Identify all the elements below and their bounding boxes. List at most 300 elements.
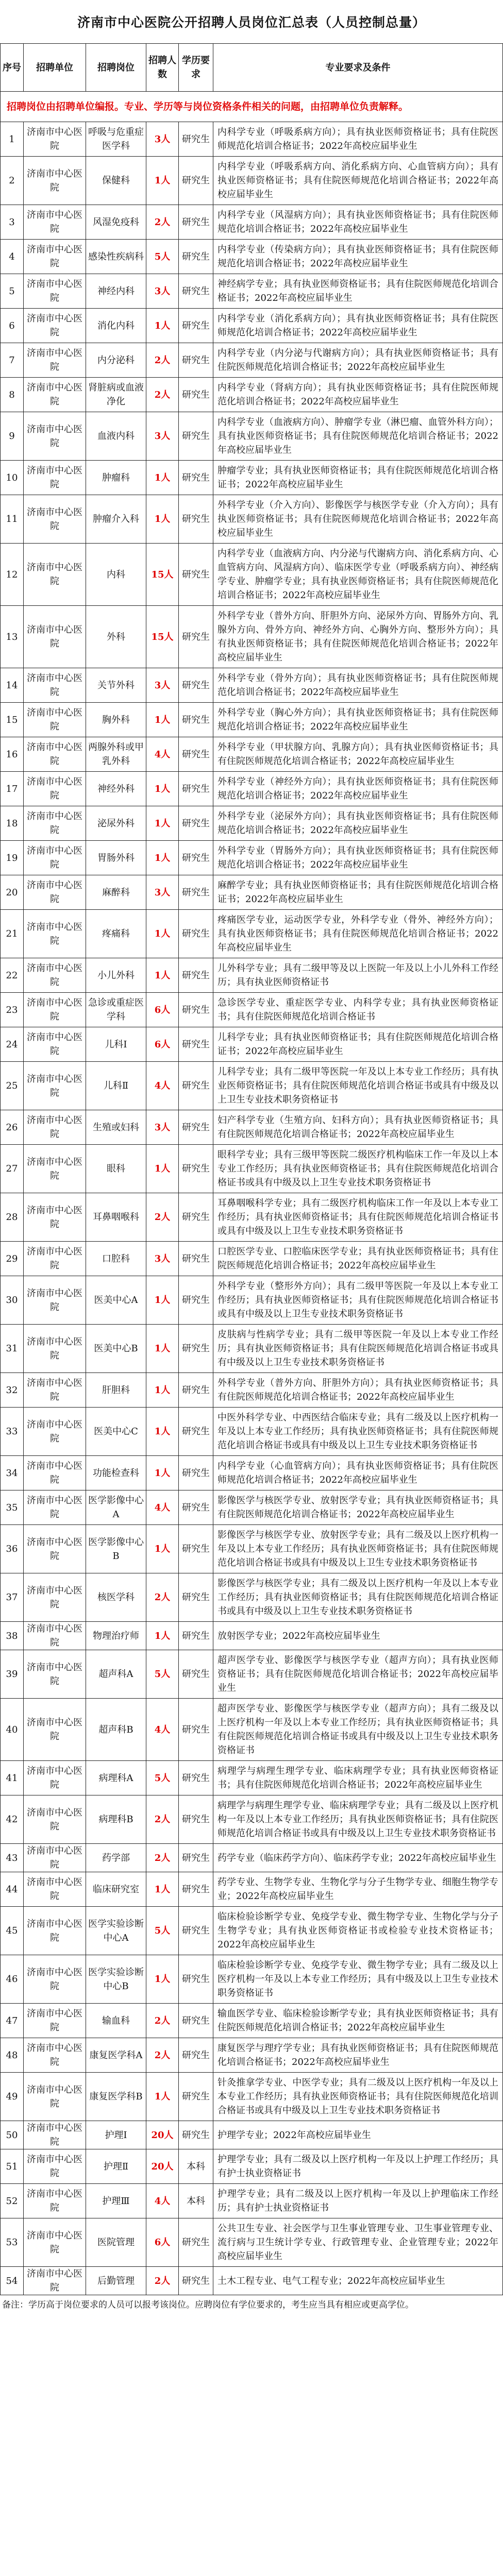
row-num: 1人	[146, 703, 179, 737]
row-num: 2人	[146, 378, 179, 412]
table-row	[1, 1027, 503, 1062]
row-no: 13	[1, 606, 24, 668]
row-unit: 济南市中心医院	[24, 1622, 86, 1650]
row-no: 1	[1, 122, 24, 157]
row-num: 4人	[146, 2184, 179, 2218]
row-edu: 研究生	[179, 2038, 213, 2073]
row-no: 34	[1, 1456, 24, 1490]
row-num: 4人	[146, 1490, 179, 1525]
row-post: 胸外科	[86, 703, 146, 737]
row-req: 护理学专业；2022年高校应届毕业生	[213, 2121, 503, 2149]
row-post: 肝胆科	[86, 1373, 146, 1408]
row-req: 放射医学专业；2022年高校应届毕业生	[213, 1622, 503, 1650]
row-req: 内科学专业（呼吸系病方向、消化系病方向、心血管病方向）；具有执业医师资格证书；具有住院医师规范化培训合格证书；2022年高校应届毕业生	[213, 157, 503, 205]
row-req: 康复医学与理疗学专业；具有执业医师资格证书；具有住院医师规范化培训合格证书；2022年高校应届毕业生	[213, 2038, 503, 2073]
row-req: 内科学专业（肾病方向）；具有执业医师资格证书；具有住院医师规范化培训合格证书；2022年高校应届毕业生	[213, 378, 503, 412]
row-req: 儿科学专业；具有二级甲等医院一年及以上本专业工作经历；具有执业医师资格证书；具有住院医师规范化培训合格证书或具有中级及以上卫生专业技术职务资格证书	[213, 1062, 503, 1110]
row-post: 胃肠外科	[86, 841, 146, 875]
table-row	[1, 1145, 503, 1193]
row-unit: 济南市中心医院	[24, 1276, 86, 1325]
row-no: 27	[1, 1145, 24, 1193]
row-req: 内科学专业（传染病方向）；具有执业医师资格证书；具有住院医师规范化培训合格证书；2022年高校应届毕业生	[213, 240, 503, 274]
row-edu: 研究生	[179, 1456, 213, 1490]
row-post: 康复医学科B	[86, 2073, 146, 2121]
row-no: 39	[1, 1650, 24, 1699]
row-req: 超声医学专业、影像医学与核医学专业（超声方向）；具有执业医师资格证书；具有住院医师规范化培训合格证书；2022年高校应届毕业生	[213, 1650, 503, 1699]
table-row	[1, 2038, 503, 2073]
row-req: 护理学专业；具有二级及以上医疗机构一年及以上护理临床工作经历；具有护士执业资格证书	[213, 2184, 503, 2218]
row-post: 护理Ⅱ	[86, 2149, 146, 2184]
row-num: 5人	[146, 1761, 179, 1795]
table-row	[1, 2267, 503, 2295]
row-num: 5人	[146, 1907, 179, 1955]
row-unit: 济南市中心医院	[24, 240, 86, 274]
row-req: 病理学与病理生理学专业、临床病理学专业；具有执业医师资格证书；具有住院医师规范化培训合格证书；2022年高校应届毕业生	[213, 1761, 503, 1795]
row-edu: 研究生	[179, 1373, 213, 1408]
row-num: 6人	[146, 993, 179, 1027]
row-edu: 研究生	[179, 1795, 213, 1844]
row-req: 神经病学专业；具有执业医师资格证书；具有住院医师规范化培训合格证书；2022年高校应届毕业生	[213, 274, 503, 309]
table-row	[1, 1062, 503, 1110]
table-row	[1, 122, 503, 157]
row-post: 医学影像中心B	[86, 1525, 146, 1573]
row-edu: 研究生	[179, 2267, 213, 2295]
table-header-row	[1, 44, 503, 92]
row-req: 公共卫生专业、社会医学与卫生事业管理专业、卫生事业管理专业、流行病与卫生统计学专业、行政管理专业、企业管理专业；2022年高校应届毕业生	[213, 2218, 503, 2267]
row-edu: 研究生	[179, 240, 213, 274]
row-num: 15人	[146, 544, 179, 606]
row-no: 54	[1, 2267, 24, 2295]
row-no: 47	[1, 2004, 24, 2038]
row-edu: 研究生	[179, 2121, 213, 2149]
header-post: 招聘岗位	[86, 44, 146, 92]
row-post: 风湿免疫科	[86, 205, 146, 240]
table-row	[1, 703, 503, 737]
row-edu: 研究生	[179, 772, 213, 806]
row-num: 1人	[146, 1276, 179, 1325]
table-row	[1, 1761, 503, 1795]
row-num: 5人	[146, 240, 179, 274]
row-unit: 济南市中心医院	[24, 910, 86, 958]
table-row	[1, 1456, 503, 1490]
table-row	[1, 993, 503, 1027]
table-row	[1, 2073, 503, 2121]
row-edu: 研究生	[179, 1872, 213, 1907]
row-edu: 研究生	[179, 1325, 213, 1373]
row-post: 超声科B	[86, 1699, 146, 1761]
table-row	[1, 806, 503, 841]
row-unit: 济南市中心医院	[24, 1490, 86, 1525]
row-no: 33	[1, 1408, 24, 1456]
row-post: 功能检查科	[86, 1456, 146, 1490]
row-req: 外科学专业（神经外方向）；具有执业医师资格证书；具有住院医师规范化培训合格证书；2022年高校应届毕业生	[213, 772, 503, 806]
row-edu: 研究生	[179, 157, 213, 205]
row-req: 麻醉学专业；具有执业医师资格证书；具有住院医师规范化培训合格证书；2022年高校应届毕业生	[213, 875, 503, 910]
row-unit: 济南市中心医院	[24, 2218, 86, 2267]
table-row	[1, 1573, 503, 1622]
row-post: 生殖或妇科	[86, 1110, 146, 1145]
row-unit: 济南市中心医院	[24, 461, 86, 495]
row-post: 后勤管理	[86, 2267, 146, 2295]
row-unit: 济南市中心医院	[24, 1325, 86, 1373]
row-num: 2人	[146, 1844, 179, 1872]
table-row	[1, 2218, 503, 2267]
row-edu: 研究生	[179, 309, 213, 343]
row-edu: 研究生	[179, 205, 213, 240]
row-no: 53	[1, 2218, 24, 2267]
row-no: 2	[1, 157, 24, 205]
row-req: 影像医学与核医学专业；具有二级及以上医疗机构一年及以上本专业工作经历；具有执业医师资格证书；具有住院医师规范化培训合格证书或具有中级及以上卫生专业技术职务资格证书	[213, 1573, 503, 1622]
table-row	[1, 1490, 503, 1525]
row-unit: 济南市中心医院	[24, 958, 86, 993]
row-num: 1人	[146, 958, 179, 993]
row-post: 儿科Ⅱ	[86, 1062, 146, 1110]
row-edu: 研究生	[179, 1276, 213, 1325]
row-unit: 济南市中心医院	[24, 1242, 86, 1276]
row-num: 3人	[146, 1242, 179, 1276]
row-unit: 济南市中心医院	[24, 1193, 86, 1242]
row-no: 38	[1, 1622, 24, 1650]
row-req: 外科学专业（骨外方向）；具有执业医师资格证书；具有住院医师规范化培训合格证书；2022年高校应届毕业生	[213, 668, 503, 703]
row-unit: 济南市中心医院	[24, 668, 86, 703]
row-unit: 济南市中心医院	[24, 1795, 86, 1844]
row-no: 22	[1, 958, 24, 993]
row-edu: 研究生	[179, 122, 213, 157]
row-edu: 研究生	[179, 544, 213, 606]
row-edu: 研究生	[179, 1525, 213, 1573]
row-unit: 济南市中心医院	[24, 412, 86, 461]
row-req: 外科学专业（普外方向、肝胆外方向、泌尿外方向、胃肠外方向、乳腺外方向、骨外方向、神经外方向、心胸外方向、整形外方向）；具有执业医师资格证书；具有住院医师规范化培训合格证书；2022年高校应届毕业生	[213, 606, 503, 668]
row-no: 21	[1, 910, 24, 958]
row-num: 20人	[146, 2149, 179, 2184]
row-num: 3人	[146, 412, 179, 461]
header-num: 招聘人数	[146, 44, 179, 92]
row-num: 6人	[146, 1027, 179, 1062]
table-row	[1, 1276, 503, 1325]
row-num: 3人	[146, 1110, 179, 1145]
row-unit: 济南市中心医院	[24, 343, 86, 378]
row-num: 4人	[146, 737, 179, 772]
row-edu: 研究生	[179, 668, 213, 703]
row-unit: 济南市中心医院	[24, 2149, 86, 2184]
row-edu: 研究生	[179, 1490, 213, 1525]
row-req: 内科学专业（心血管病方向）；具有执业医师资格证书；具有住院医师规范化培训合格证书；2022年高校应届毕业生	[213, 1456, 503, 1490]
row-unit: 济南市中心医院	[24, 703, 86, 737]
row-edu: 研究生	[179, 606, 213, 668]
row-edu: 研究生	[179, 993, 213, 1027]
row-req: 口腔医学专业、口腔临床医学专业；具有执业医师资格证书；具有住院医师规范化培训合格证书；2022年高校应届毕业生	[213, 1242, 503, 1276]
page-title: 济南市中心医院公开招聘人员岗位汇总表（人员控制总量）	[77, 15, 426, 30]
row-no: 5	[1, 274, 24, 309]
row-post: 护理Ⅲ	[86, 2184, 146, 2218]
row-edu: 研究生	[179, 1110, 213, 1145]
row-no: 45	[1, 1907, 24, 1955]
row-req: 中医外科学专业、中西医结合临床专业；具有二级及以上医疗机构一年及以上本专业工作经历；具有执业医师资格证书；具有住院医师规范化培训合格证书或具有中级及以上卫生专业技术职务资格证书	[213, 1408, 503, 1456]
row-edu: 研究生	[179, 1145, 213, 1193]
row-num: 1人	[146, 1525, 179, 1573]
row-post: 呼吸与危重症医学科	[86, 122, 146, 157]
row-no: 29	[1, 1242, 24, 1276]
row-edu: 研究生	[179, 1193, 213, 1242]
row-unit: 济南市中心医院	[24, 1872, 86, 1907]
row-post: 医学实验诊断中心A	[86, 1907, 146, 1955]
row-no: 19	[1, 841, 24, 875]
row-no: 23	[1, 993, 24, 1027]
row-no: 52	[1, 2184, 24, 2218]
row-post: 儿科Ⅰ	[86, 1027, 146, 1062]
row-unit: 济南市中心医院	[24, 309, 86, 343]
row-no: 4	[1, 240, 24, 274]
row-post: 医美中心A	[86, 1276, 146, 1325]
row-req: 病理学与病理生理学专业、临床病理学专业；具有二级及以上医疗机构一年及以上本专业工作经历；具有执业医师资格证书；具有住院医师规范化培训合格证书或具有中级及以上卫生专业技术职务资格证书	[213, 1795, 503, 1844]
row-req: 外科学专业（胃肠外方向）；具有执业医师资格证书；具有住院医师规范化培训合格证书；2022年高校应届毕业生	[213, 841, 503, 875]
row-no: 16	[1, 737, 24, 772]
row-unit: 济南市中心医院	[24, 1062, 86, 1110]
row-req: 针灸推拿学专业、中医学专业；具有二级及以上医疗机构一年及以上本专业工作经历；具有执业医师资格证书；具有住院医师规范化培训合格证书或具有中级及以上卫生专业技术职务资格证书	[213, 2073, 503, 2121]
table-row	[1, 1844, 503, 1872]
table-row	[1, 668, 503, 703]
row-unit: 济南市中心医院	[24, 1145, 86, 1193]
row-post: 输血科	[86, 2004, 146, 2038]
row-req: 耳鼻咽喉科学专业；具有二级医疗机构临床工作一年及以上本专业工作经历；具有执业医师资格证书；具有住院医师规范化培训合格证书或具有中级及以上卫生专业技术职务资格证书	[213, 1193, 503, 1242]
header-edu: 学历要求	[179, 44, 213, 92]
row-post: 外科	[86, 606, 146, 668]
notice-text: 招聘岗位由招聘单位编报。专业、学历等与岗位资格条件相关的问题，由招聘单位负责解释。	[1, 92, 503, 122]
row-post: 康复医学科A	[86, 2038, 146, 2073]
table-row	[1, 495, 503, 544]
row-num: 2人	[146, 343, 179, 378]
row-no: 50	[1, 2121, 24, 2149]
row-edu: 研究生	[179, 378, 213, 412]
row-num: 1人	[146, 910, 179, 958]
table-row	[1, 737, 503, 772]
row-edu: 研究生	[179, 875, 213, 910]
row-edu: 本科	[179, 2184, 213, 2218]
row-post: 病理科B	[86, 1795, 146, 1844]
row-no: 44	[1, 1872, 24, 1907]
row-edu: 研究生	[179, 1062, 213, 1110]
row-no: 26	[1, 1110, 24, 1145]
row-post: 消化内科	[86, 309, 146, 343]
row-req: 超声医学专业、影像医学与核医学专业（超声方向）；具有二级及以上医疗机构一年及以上本专业工作经历；具有执业医师资格证书；具有住院医师规范化培训合格证书或具有中级及以上卫生专业技术职务资格证书	[213, 1699, 503, 1761]
row-unit: 济南市中心医院	[24, 806, 86, 841]
row-unit: 济南市中心医院	[24, 1699, 86, 1761]
row-req: 儿科学专业；具有执业医师资格证书；具有住院医师规范化培训合格证书；2022年高校应届毕业生	[213, 1027, 503, 1062]
row-post: 口腔科	[86, 1242, 146, 1276]
table-row	[1, 1110, 503, 1145]
row-unit: 济南市中心医院	[24, 2184, 86, 2218]
row-no: 24	[1, 1027, 24, 1062]
row-edu: 研究生	[179, 412, 213, 461]
row-unit: 济南市中心医院	[24, 1456, 86, 1490]
row-req: 内科学专业（风湿病方向）；具有执业医师资格证书；具有住院医师规范化培训合格证书；2022年高校应届毕业生	[213, 205, 503, 240]
row-num: 4人	[146, 1699, 179, 1761]
header-req: 专业要求及条件	[213, 44, 503, 92]
row-num: 4人	[146, 1062, 179, 1110]
row-no: 14	[1, 668, 24, 703]
row-post: 医美中心B	[86, 1325, 146, 1373]
table-row	[1, 544, 503, 606]
row-no: 37	[1, 1573, 24, 1622]
table-row	[1, 240, 503, 274]
row-num: 2人	[146, 1193, 179, 1242]
row-edu: 研究生	[179, 2073, 213, 2121]
row-num: 1人	[146, 2073, 179, 2121]
row-req: 临床检验诊断学专业、免疫学专业、微生物学专业；具有二级及以上医疗机构一年及以上本专业工作经历；具有中级及以上卫生专业技术职务资格证书	[213, 1955, 503, 2004]
row-unit: 济南市中心医院	[24, 378, 86, 412]
row-unit: 济南市中心医院	[24, 2038, 86, 2073]
row-no: 36	[1, 1525, 24, 1573]
row-unit: 济南市中心医院	[24, 1955, 86, 2004]
row-edu: 研究生	[179, 1761, 213, 1795]
row-no: 41	[1, 1761, 24, 1795]
row-req: 急诊医学专业、重症医学专业、内科学专业；具有执业医师资格证书；具有住院医师规范化培训合格证书	[213, 993, 503, 1027]
row-post: 肾脏病或血液净化	[86, 378, 146, 412]
row-no: 51	[1, 2149, 24, 2184]
row-post: 医美中心C	[86, 1408, 146, 1456]
row-num: 1人	[146, 495, 179, 544]
row-req: 输血医学专业、临床检验诊断学专业；具有执业医师资格证书；具有住院医师规范化培训合格证书；2022年高校应届毕业生	[213, 2004, 503, 2038]
table-row	[1, 2004, 503, 2038]
row-post: 关节外科	[86, 668, 146, 703]
row-edu: 研究生	[179, 274, 213, 309]
row-edu: 研究生	[179, 1408, 213, 1456]
table-row	[1, 2149, 503, 2184]
row-post: 眼科	[86, 1145, 146, 1193]
row-num: 2人	[146, 2004, 179, 2038]
row-num: 3人	[146, 875, 179, 910]
row-edu: 研究生	[179, 1955, 213, 2004]
row-edu: 研究生	[179, 495, 213, 544]
row-unit: 济南市中心医院	[24, 544, 86, 606]
row-req: 儿外科学专业；具有二级甲等及以上医院一年及以上小儿外科工作经历；具有执业医师资格证书	[213, 958, 503, 993]
row-edu: 研究生	[179, 958, 213, 993]
table-row	[1, 1242, 503, 1276]
row-edu: 研究生	[179, 1699, 213, 1761]
row-req: 内科学专业（内分泌与代谢病方向）；具有执业医师资格证书；具有住院医师规范化培训合格证书；2022年高校应届毕业生	[213, 343, 503, 378]
row-edu: 研究生	[179, 2218, 213, 2267]
row-unit: 济南市中心医院	[24, 1373, 86, 1408]
table-row	[1, 772, 503, 806]
row-num: 15人	[146, 606, 179, 668]
table-row	[1, 910, 503, 958]
row-post: 药学部	[86, 1844, 146, 1872]
row-edu: 研究生	[179, 1027, 213, 1062]
table-row	[1, 461, 503, 495]
table-row	[1, 412, 503, 461]
row-post: 肿瘤科	[86, 461, 146, 495]
table-row	[1, 378, 503, 412]
row-req: 影像医学与核医学专业、放射医学专业；具有执业医师资格证书；具有住院医师规范化培训合格证书；2022年高校应届毕业生	[213, 1490, 503, 1525]
row-post: 临床研究室	[86, 1872, 146, 1907]
row-post: 物理治疗师	[86, 1622, 146, 1650]
row-num: 1人	[146, 461, 179, 495]
table-row	[1, 1650, 503, 1699]
row-post: 小儿外科	[86, 958, 146, 993]
row-unit: 济南市中心医院	[24, 157, 86, 205]
row-post: 核医学科	[86, 1573, 146, 1622]
row-num: 1人	[146, 806, 179, 841]
row-req: 影像医学与核医学专业、放射医学专业；具有二级及以上医疗机构一年及以上本专业工作经历；具有执业医师资格证书；具有住院医师规范化培训合格证书或具有中级及以上卫生专业技术职务资格证书	[213, 1525, 503, 1573]
row-num: 1人	[146, 1456, 179, 1490]
row-post: 两腺外科或甲乳外科	[86, 737, 146, 772]
row-unit: 济南市中心医院	[24, 1027, 86, 1062]
footnote: 备注：学历高于岗位要求的人员可以报考该岗位。应聘岗位有学位要求的，考生应当具有相应或更高学位。	[2, 2300, 414, 2310]
row-num: 3人	[146, 668, 179, 703]
row-no: 17	[1, 772, 24, 806]
row-post: 护理Ⅰ	[86, 2121, 146, 2149]
row-post: 内科	[86, 544, 146, 606]
row-edu: 研究生	[179, 461, 213, 495]
row-req: 外科学专业（介入方向）、影像医学与核医学专业（介入方向）；具有执业医师资格证书；具有住院医师规范化培训合格证书；2022年高校应届毕业生	[213, 495, 503, 544]
table-row	[1, 1525, 503, 1573]
row-no: 3	[1, 205, 24, 240]
row-req: 外科学专业（甲状腺方向、乳腺方向）；具有执业医师资格证书；具有住院医师规范化培训合格证书；2022年高校应届毕业生	[213, 737, 503, 772]
table-row	[1, 606, 503, 668]
row-num: 2人	[146, 2267, 179, 2295]
row-unit: 济南市中心医院	[24, 1408, 86, 1456]
row-unit: 济南市中心医院	[24, 737, 86, 772]
row-no: 32	[1, 1373, 24, 1408]
row-no: 30	[1, 1276, 24, 1325]
row-req: 护理学专业；具有二级及以上医疗机构一年及以上护理工作经历；具有护士执业资格证书	[213, 2149, 503, 2184]
row-num: 3人	[146, 122, 179, 157]
row-req: 眼科学专业；具有三级甲等医院二级医疗机构临床工作一年及以上本专业工作经历；具有执业医师资格证书；具有住院医师规范化培训合格证书或具有中级及以上卫生专业技术职务资格证书	[213, 1145, 503, 1193]
row-req: 内科学专业（血液病方向、内分泌与代谢病方向、消化系病方向、心血管病方向、风湿病方向）、临床医学专业（呼吸系病方向）、神经病学专业、肿瘤学专业；具有执业医师资格证书；具有住院医师规范化培训合格证书；2022年高校应届毕业生	[213, 544, 503, 606]
row-num: 1人	[146, 1872, 179, 1907]
table-row	[1, 205, 503, 240]
table-row	[1, 343, 503, 378]
table-row	[1, 157, 503, 205]
row-req: 外科学专业（胸心外方向）；具有执业医师资格证书；具有住院医师规范化培训合格证书；2022年高校应届毕业生	[213, 703, 503, 737]
row-unit: 济南市中心医院	[24, 205, 86, 240]
row-post: 疼痛科	[86, 910, 146, 958]
row-no: 6	[1, 309, 24, 343]
row-unit: 济南市中心医院	[24, 993, 86, 1027]
row-num: 1人	[146, 1955, 179, 2004]
row-unit: 济南市中心医院	[24, 274, 86, 309]
table-row	[1, 1325, 503, 1373]
table-row	[1, 1699, 503, 1761]
row-edu: 研究生	[179, 2004, 213, 2038]
row-unit: 济南市中心医院	[24, 1907, 86, 1955]
row-unit: 济南市中心医院	[24, 841, 86, 875]
row-req: 皮肤病与性病学专业；具有二级甲等医院一年及以上本专业工作经历；具有执业医师资格证书；具有住院医师规范化培训合格证书或具有中级及以上卫生专业技术职务资格证书	[213, 1325, 503, 1373]
row-edu: 研究生	[179, 1622, 213, 1650]
table-row	[1, 1622, 503, 1650]
row-req: 内科学专业（血液病方向）、肿瘤学专业（淋巴瘤、血管外科方向）；具有执业医师资格证书；具有住院医师规范化培训合格证书；2022年高校应届毕业生	[213, 412, 503, 461]
row-no: 49	[1, 2073, 24, 2121]
row-no: 48	[1, 2038, 24, 2073]
row-no: 15	[1, 703, 24, 737]
row-no: 25	[1, 1062, 24, 1110]
row-req: 临床检验诊断学专业、免疫学专业、微生物学专业、生物化学与分子生物学专业；具有执业医师资格证书或检验专业技术资格证书；2022年高校应届毕业生	[213, 1907, 503, 1955]
table-row	[1, 274, 503, 309]
row-num: 1人	[146, 157, 179, 205]
row-no: 35	[1, 1490, 24, 1525]
row-unit: 济南市中心医院	[24, 2121, 86, 2149]
row-num: 2人	[146, 1795, 179, 1844]
row-req: 外科学专业（普外方向、肝胆外方向）；具有执业医师资格证书；具有住院医师规范化培训合格证书；2022年高校应届毕业生	[213, 1373, 503, 1408]
row-unit: 济南市中心医院	[24, 1110, 86, 1145]
table-row	[1, 841, 503, 875]
table-row	[1, 958, 503, 993]
table-row	[1, 1907, 503, 1955]
table-row	[1, 2184, 503, 2218]
row-num: 1人	[146, 1408, 179, 1456]
row-num: 1人	[146, 309, 179, 343]
row-edu: 研究生	[179, 1242, 213, 1276]
